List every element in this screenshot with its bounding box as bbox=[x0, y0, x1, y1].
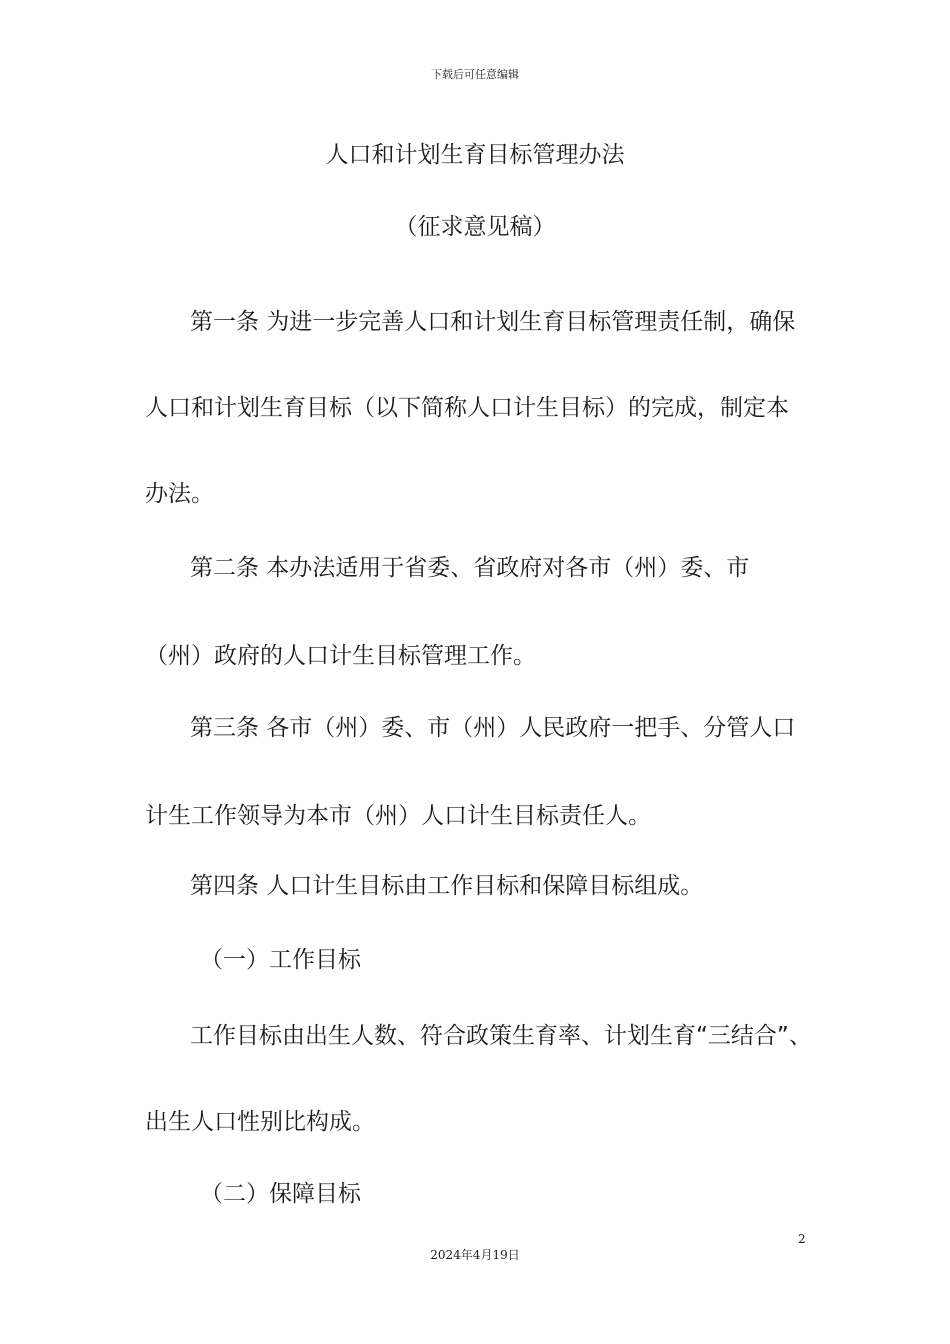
article-2-line-1: 第二条 本办法适用于省委、省政府对各市（州）委、市 bbox=[190, 555, 750, 581]
section-heading-guarantee-goals: （二）保障目标 bbox=[200, 1181, 361, 1207]
header-note: 下载后可任意编辑 bbox=[431, 68, 519, 81]
section-heading-work-goals: （一）工作目标 bbox=[200, 947, 361, 973]
article-3-line-2: 计生工作领导为本市（州）人口计生目标责任人。 bbox=[145, 803, 651, 829]
article-4-line-1: 第四条 人口计生目标由工作目标和保障目标组成。 bbox=[190, 873, 704, 899]
article-1-line-1: 第一条 为进一步完善人口和计划生育目标管理责任制，确保 bbox=[190, 309, 796, 335]
article-1-line-2: 人口和计划生育目标（以下简称人口计生目标）的完成，制定本 bbox=[145, 395, 789, 421]
article-3-line-1: 第三条 各市（州）委、市（州）人民政府一把手、分管人口 bbox=[190, 715, 796, 741]
page-number: 2 bbox=[798, 1232, 806, 1246]
document-subtitle: （征求意见稿） bbox=[394, 214, 556, 240]
work-goals-line-1: 工作目标由出生人数、符合政策生育率、计划生育“三结合”、 bbox=[190, 1023, 812, 1049]
footer-date: 2024年4月19日 bbox=[430, 1248, 520, 1262]
work-goals-line-2: 出生人口性别比构成。 bbox=[145, 1109, 375, 1135]
document-title: 人口和计划生育目标管理办法 bbox=[325, 142, 625, 168]
article-2-line-2: （州）政府的人口计生目标管理工作。 bbox=[145, 643, 536, 669]
article-1-line-3: 办法。 bbox=[145, 481, 214, 507]
